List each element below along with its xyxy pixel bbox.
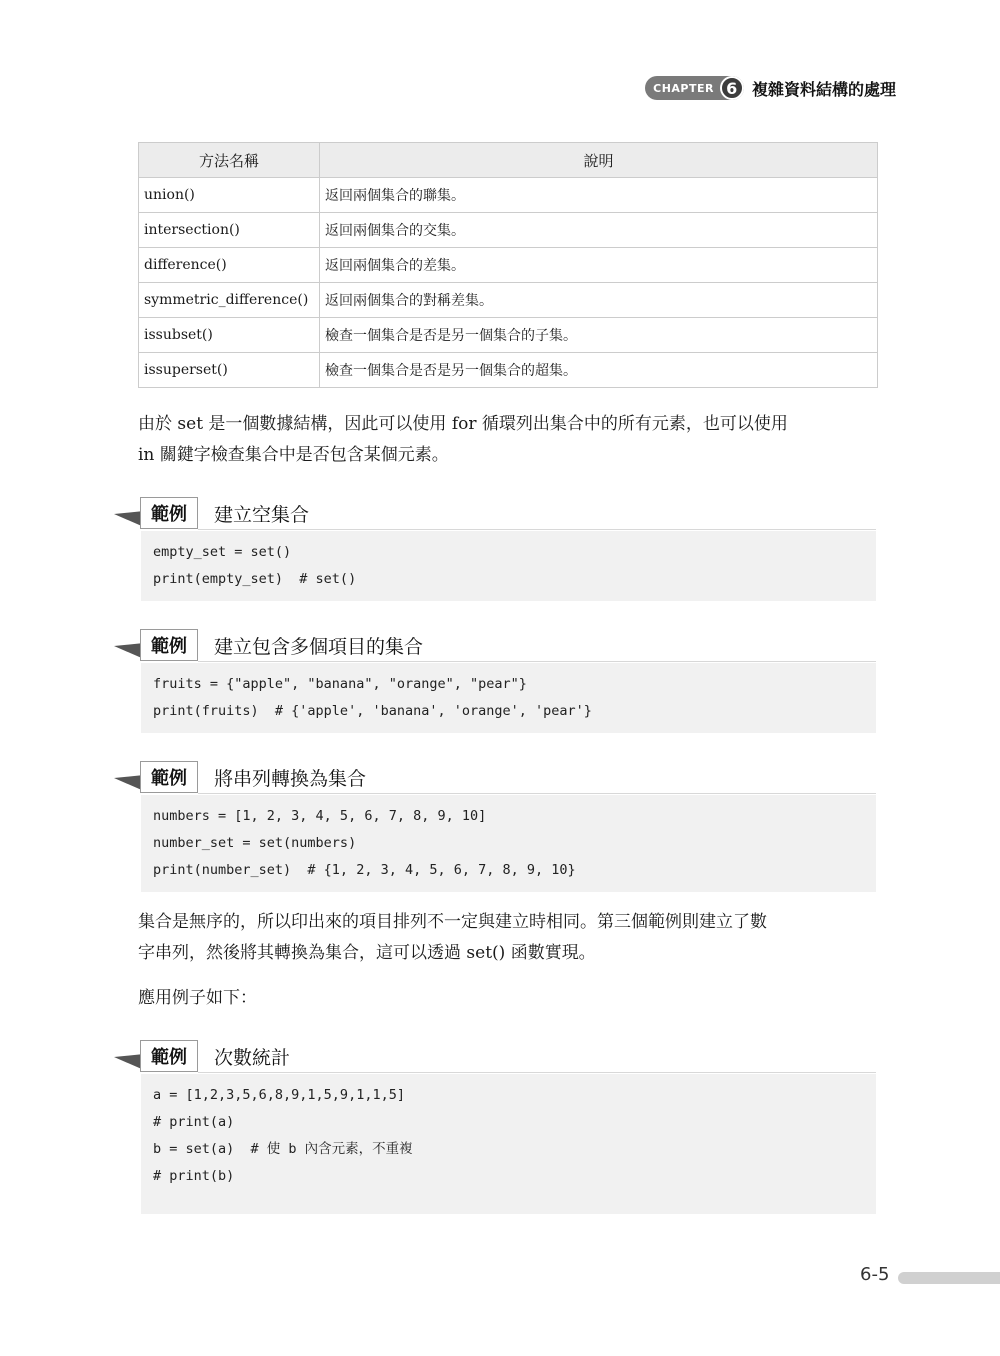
code-block [141,1074,876,1214]
code-block [141,531,876,601]
chapter-header [645,76,896,100]
page-number: 6-5 [860,1264,890,1285]
paragraph-line: 集合是無序的，所以印出來的項目排列不一定與建立時相同。第三個範例則建立了數 [138,912,767,932]
table-header-row [139,143,878,178]
table-header-method: 方法名稱 [139,143,320,178]
explanation-paragraph [138,907,878,969]
code-line: empty_set = set() [153,544,292,560]
code-line: number_set = set(numbers) [153,835,357,851]
example-divider [198,529,876,530]
example-title: 建立包含多個項目的集合 [214,636,424,658]
example-block [114,629,876,733]
example-header [114,497,876,531]
table-row [139,213,878,248]
chapter-badge [645,76,744,100]
method-name: symmetric_difference() [139,283,320,318]
example-header [114,761,876,795]
example-divider [198,661,876,662]
application-intro: 應用例子如下： [138,988,257,1008]
method-name: union() [139,178,320,213]
example-block [114,1040,876,1214]
code-line: # print(a) [153,1114,235,1130]
method-desc: 返回兩個集合的聯集。 [320,178,878,213]
method-desc: 檢查一個集合是否是另一個集合的子集。 [320,318,878,353]
table-header-desc: 說明 [320,143,878,178]
example-header [114,629,876,663]
code-line: a = [1,2,3,5,6,8,9,1,5,9,1,1,5] [153,1087,405,1103]
method-name: intersection() [139,213,320,248]
method-name: difference() [139,248,320,283]
method-desc: 返回兩個集合的差集。 [320,248,878,283]
paragraph-line: 由於 set 是一個數據結構，因此可以使用 for 循環列出集合中的所有元素，也可以使用 [138,414,788,434]
chapter-label: CHAPTER [653,81,714,95]
example-title: 將串列轉換為集合 [214,768,367,790]
paragraph-line: in 關鍵字檢查集合中是否包含某個元素。 [138,445,449,465]
example-badge: 範例 [140,761,198,793]
example-block [114,761,876,892]
example-divider [198,793,876,794]
example-header [114,1040,876,1074]
method-desc: 返回兩個集合的交集。 [320,213,878,248]
code-line: fruits = {"apple", "banana", "orange", "pear"} [153,676,527,692]
example-divider [198,1072,876,1073]
chapter-number: 6 [720,76,744,100]
code-line: numbers = [1, 2, 3, 4, 5, 6, 7, 8, 9, 10] [153,808,487,824]
example-block [114,497,876,601]
chapter-title: 複雜資料結構的處理 [751,79,896,99]
intro-paragraph [138,409,878,471]
method-name: issuperset() [139,353,320,388]
table-row [139,318,878,353]
code-line: # print(b) [153,1168,235,1184]
method-desc: 返回兩個集合的對稱差集。 [320,283,878,318]
example-badge: 範例 [140,1040,198,1072]
code-block [141,795,876,892]
code-block [141,663,876,733]
table-row [139,353,878,388]
example-badge: 範例 [140,497,198,529]
example-badge: 範例 [140,629,198,661]
table-row [139,283,878,318]
paragraph-line: 字串列，然後將其轉換為集合，這可以透過 set() 函數實現。 [138,943,596,963]
set-methods-table [138,142,878,388]
example-title: 次數統計 [214,1047,291,1069]
method-desc: 檢查一個集合是否是另一個集合的超集。 [320,353,878,388]
code-line: print(empty_set) # set() [153,571,357,587]
table-row [139,178,878,213]
method-name: issubset() [139,318,320,353]
page-number-bar [898,1272,1000,1284]
code-line: b = set(a) # 使 b 內含元素，不重複 [153,1141,413,1157]
code-line: print(fruits) # {'apple', 'banana', 'orange', 'pear'} [153,703,592,719]
table-row [139,248,878,283]
code-line: print(number_set) # {1, 2, 3, 4, 5, 6, 7, 8, 9, 10} [153,862,576,878]
example-title: 建立空集合 [214,504,310,526]
